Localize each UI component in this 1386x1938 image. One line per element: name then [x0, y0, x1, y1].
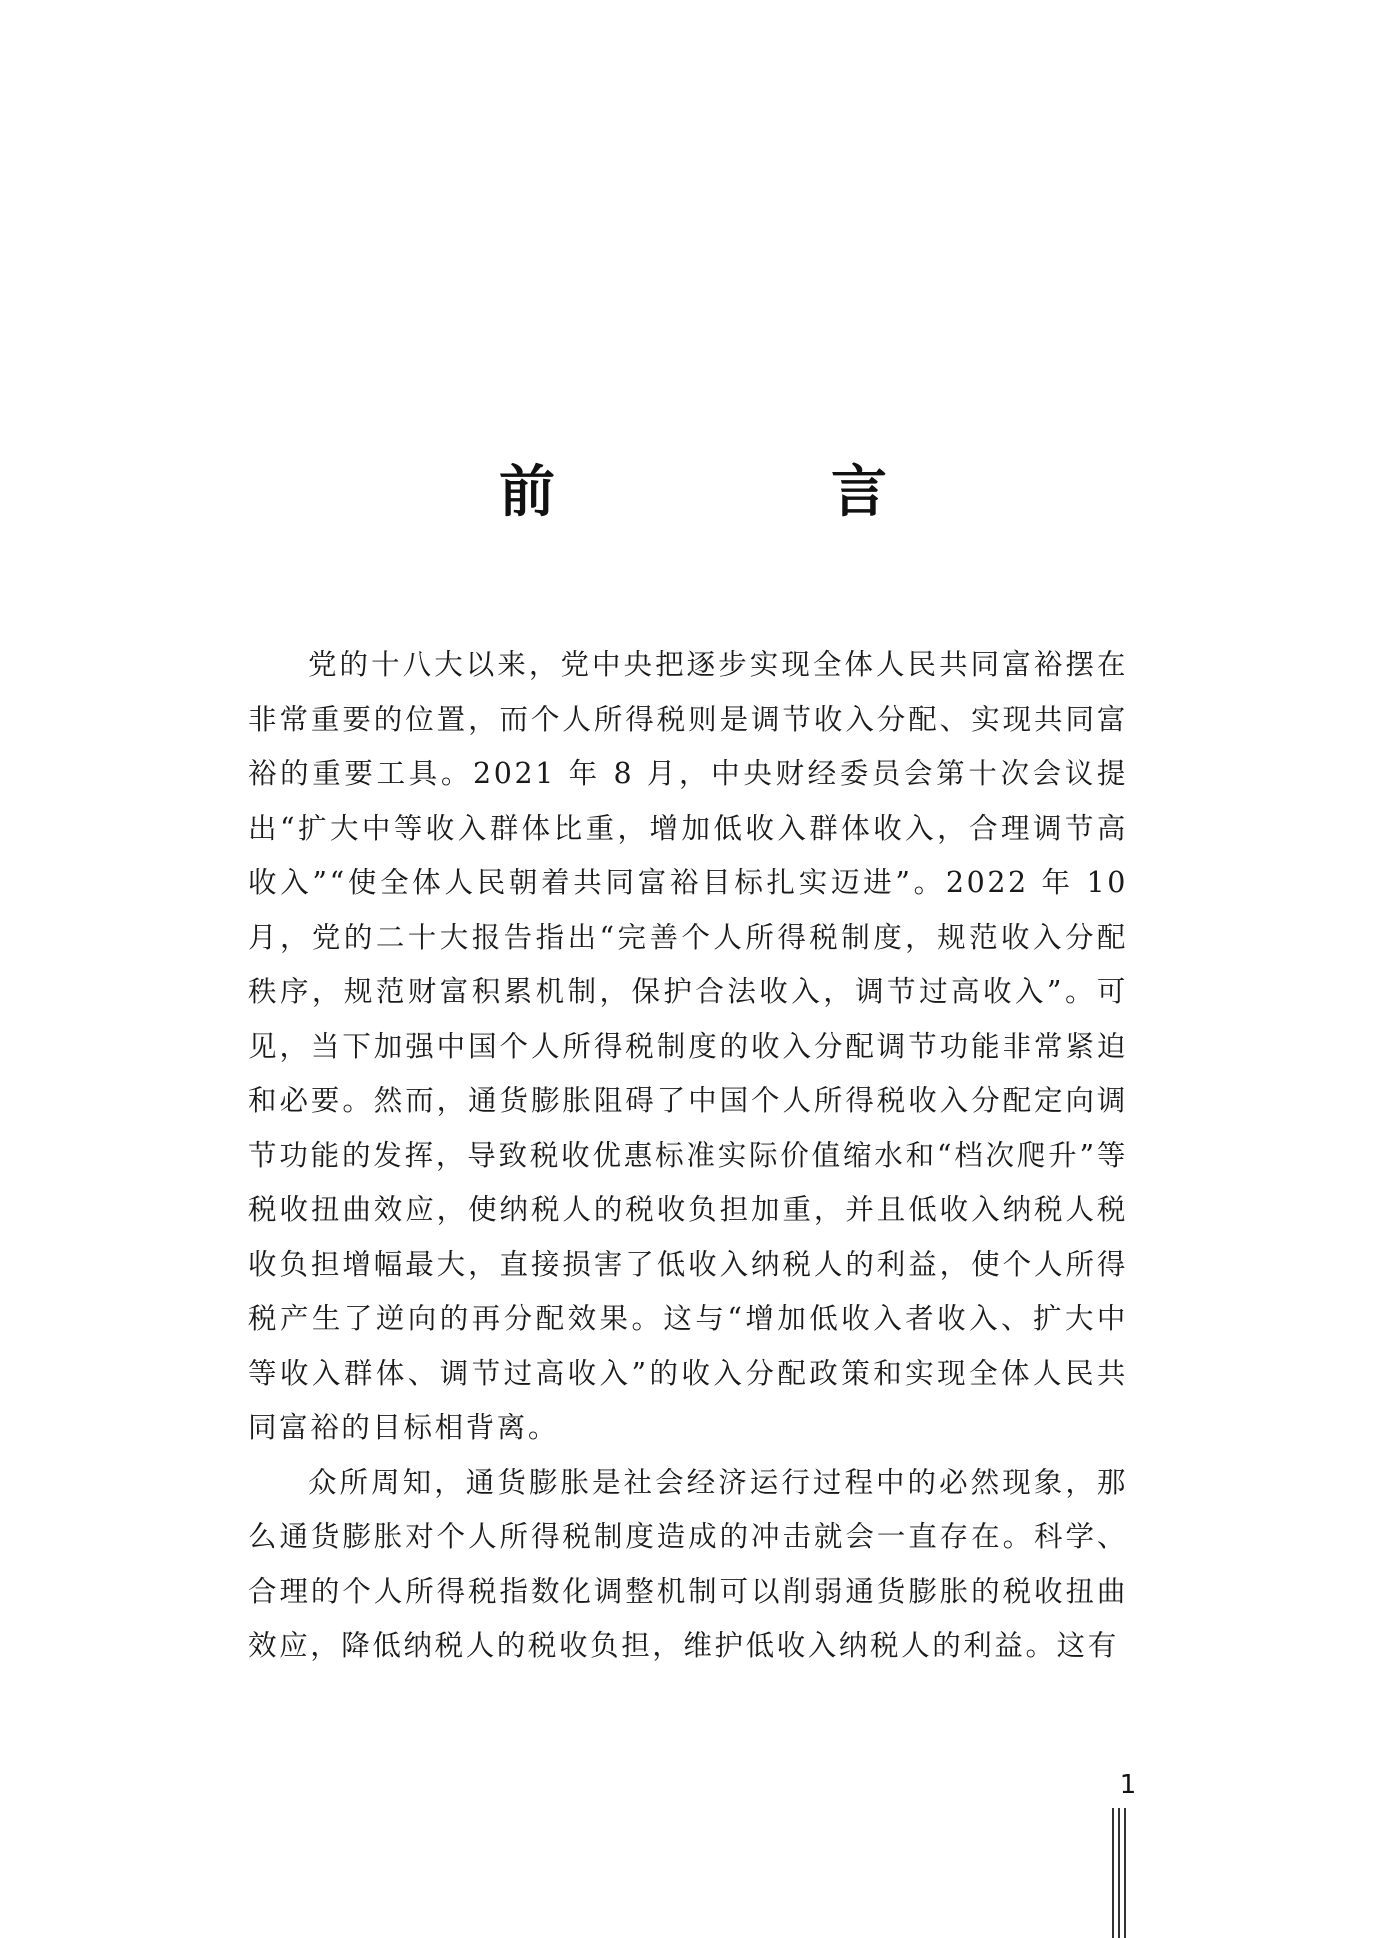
page-title: 前 言	[499, 459, 997, 525]
body-text	[248, 638, 1128, 1674]
edge-line	[1112, 1808, 1114, 1938]
paragraph-2: 众所周知，通货膨胀是社会经济运行过程中的必然现象，那么通货膨胀对个人所得税制度造成的冲击就会一直存在。科学、合理的个人所得税指数化调整机制可以削弱通货膨胀的税收扭曲效应，降低纳税人的税收负担，维护低收入纳税人的利益。这有	[248, 1465, 1128, 1662]
edge-line	[1118, 1808, 1120, 1938]
page-number: 1	[1119, 1770, 1137, 1800]
paragraph-1: 党的十八大以来，党中央把逐步实现全体人民共同富裕摆在非常重要的位置，而个人所得税则是调节收入分配、实现共同富裕的重要工具。2021 年 8 月，中央财经委员会第十次会议提出“扩大中等收入群体比重，增加低收入群体收入，合理调节高收入”“使全体人民朝着共同富裕目标扎实迈进”。2022 年 10 月，党的二十大报告指出“完善个人所得税制度，规范收入分配秩序，规范财富积累机制，保护合法收入，调节过高收入”。可见，当下加强中国个人所得税制度的收入分配调节功能非常紧迫和必要。然而，通货膨胀阻碍了中国个人所得税收入分配定向调节功能的发挥，导致税收优惠标准实际价值缩水和“档次爬升”等税收扭曲效应，使纳税人的税收负担加重，并且低收入纳税人税收负担增幅最大，直接损害了低收入纳税人的利益，使个人所得税产生了逆向的再分配效果。这与“增加低收入者收入、扩大中等收入群体、调节过高收入”的收入分配政策和实现全体人民共同富裕的目标相背离。	[248, 648, 1128, 1444]
edge-line	[1124, 1808, 1126, 1938]
